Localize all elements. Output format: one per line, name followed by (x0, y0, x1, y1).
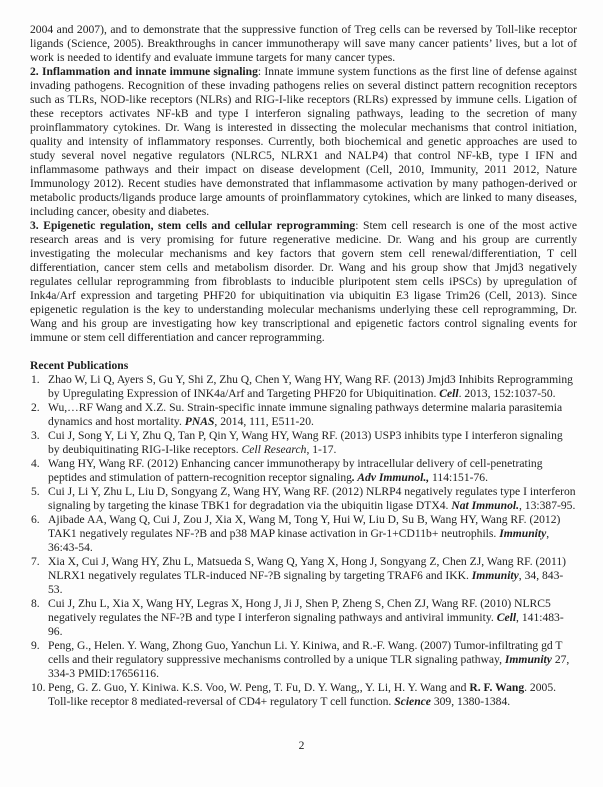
publication-number: 1. (31, 373, 40, 386)
text-run: , 36:43-54. (48, 527, 550, 554)
body-paragraph (30, 65, 577, 219)
publication-item (30, 401, 577, 429)
publication-item (30, 429, 577, 457)
publication-item (30, 555, 577, 597)
text-run: Xia X, Cui J, Wang HY, Zhu L, Matsueda S, Wang Q, Yang X, Hong J, Songyang Z, Chen ZJ, Wang RF. (2011) NLRX1 negatively regulates TLR-induced NF-?B signaling by targeting TRAF6 and IKK. (48, 555, 566, 582)
text-run: , 141:483-96. (48, 611, 564, 638)
text-run: Immunity (499, 527, 547, 540)
text-run: 114:151-76. (429, 471, 488, 484)
text-run: Immunity (471, 569, 519, 582)
publication-number: 3. (31, 429, 40, 442)
text-run: Wang HY, Wang RF. (2012) Enhancing cancer immunotherapy by intracellular delivery of cell-penetrating peptides and stimulation of pattern-recognition receptor signaling (48, 457, 543, 484)
publications-list (30, 373, 577, 709)
text-run: Cui J, Song Y, Li Y, Zhu Q, Tan P, Qin Y, Wang HY, Wang RF. (2013) USP3 inhibits type I interferon signaling by deubiquitinating RIG-I-like receptors. (48, 429, 563, 456)
text-run: : Innate immune system functions as the first line of defense against invading pathogens. Recognition of these invading pathogens relies on several distinct pattern recognition receptors such as TLRs, NOD-like receptors (NLRs) and RIG-I-like receptors (RLRs) expressed by immune cells. Ligation of these receptors activates NF-kB and type I interferon signaling pathways, leading to the secretion of many proinflammatory cytokines. Dr. Wang is interested in dissecting the molecular mechanisms that control initiation, quality and intensity of inflammatory responses. Currently, both biochemical and genetic approaches are used to study several novel negative regulators (NLRC5, NLRX1 and NALP4) that control NF-kB, type I IFN and inflammasome pathways and their impact on disease development (Cell, 2010, Immunity, 2011 2012, Nature Immunology 2012). Recent studies have demonstrated that inflammasome activation by many pathogen-derived or metabolic products/ligands produce large amounts of proinflammatory cytokines, which are linked to many diseases, including cancer, obesity and diabetes. (30, 65, 577, 218)
text-run: Wu,…RF Wang and X.Z. Su. Strain-specific innate immune signaling pathways determine malaria parasitemia dynamics and host mortality. (48, 401, 563, 428)
text-run: 3. Epigenetic regulation, stem cells and cellular reprogramming (30, 219, 356, 232)
publication-text (48, 639, 569, 680)
text-run: . 2013, 152:1037-50. (458, 387, 556, 400)
text-run: 27, 334-3 PMID:17656116. (48, 653, 570, 680)
publication-text (48, 485, 576, 512)
text-run: Nat Immunol. (451, 499, 519, 512)
text-run: 2004 and 2007), and to demonstrate that the suppressive function of Treg cells can be reversed by Toll-like receptor ligands (Science, 2005). Breakthroughs in cancer immunotherapy will save many cancer patients’ lives, but a lot of work is needed to identify and evaluate immune targets for many cancer types. (30, 23, 577, 64)
text-run: . 2005. Toll-like receptor 8 mediated-reversal of CD4+ regulatory T cell function. (48, 681, 557, 708)
publication-text (48, 513, 560, 554)
text-run: , 13:387-95. (519, 499, 576, 512)
publication-text (48, 681, 556, 708)
page-number: 2 (298, 739, 305, 752)
publication-item (30, 457, 577, 485)
publication-text (48, 373, 573, 400)
text-run: Cui J, Li Y, Zhu L, Liu D, Songyang Z, Wang HY, Wang RF. (2012) NLRP4 negatively regulates type I interferon signaling by targeting the kinase TBK1 for degradation via the ubiquitin ligase DTX4. (48, 485, 576, 512)
text-run: , 2014, 111, E511-20. (214, 415, 314, 428)
publication-number: 8. (31, 597, 40, 610)
publication-text (48, 597, 564, 638)
publication-item (30, 639, 577, 681)
text-run: , 34, 843-53. (48, 569, 564, 596)
text-run: Cell (496, 611, 517, 624)
document-body (30, 23, 577, 709)
text-run: Cui J, Zhu L, Xia X, Wang HY, Legras X, Hong J, Ji J, Shen P, Zheng S, Chen ZJ, Wang RF. (2010) NLRC5 negatively regulates the NF-?B and type I interferon signaling pathways and antiviral immunity. (48, 597, 551, 624)
publication-item (30, 513, 577, 555)
text-run: . Adv Immunol., (351, 471, 430, 484)
text-run: Zhao W, Li Q, Ayers S, Gu Y, Shi Z, Zhu Q, Chen Y, Wang HY, Wang RF. (2013) Jmjd3 Inhibits Reprogramming by Upregulating Expression of INK4a/Arf and Targeting PHF20 for Ubiquitination. (48, 373, 573, 400)
text-run: Cell (439, 387, 459, 400)
publication-number: 6. (31, 513, 40, 526)
text-run: PNAS (184, 415, 215, 428)
text-run: Science (394, 695, 431, 708)
publication-number: 4. (31, 457, 40, 470)
publication-text (48, 457, 543, 484)
text-run: Peng, G., Helen. Y. Wang, Zhong Guo, Yanchun Li. Y. Kiniwa, and R.-F. Wang. (2007) Tumor-infiltrating gd T cells and their regulatory suppressive mechanisms controlled by a unique TLR signaling pathway, (48, 639, 563, 666)
publication-number: 2. (31, 401, 40, 414)
text-run: 309, 1380-1384. (430, 695, 511, 708)
text-run: Ajibade AA, Wang Q, Cui J, Zou J, Xia X, Wang M, Tong Y, Hui W, Liu D, Su B, Wang HY, Wang RF. (2012) TAK1 negatively regulates NF-?B and p38 MAP kinase activation in Gr-1+CD11b+ neutrophils. (48, 513, 561, 540)
publications-heading: Recent Publications (30, 359, 129, 372)
publication-item (30, 597, 577, 639)
body-paragraph (30, 219, 577, 345)
publication-number: 7. (31, 555, 40, 568)
text-run: : Stem cell research is one of the most active research areas and is very promising for future regenerative medicine. Dr. Wang and his group are currently investigating the molecular mechanisms and key factors that govern stem cell renewal/differentiation, T cell differentiation, cancer stem cells and metabolism disorder. Dr. Wang and his group show that Jmjd3 negatively regulates cellular reprogramming from fibroblasts to inducible pluripotent stem cells iPSCs) by upregulation of Ink4a/Arf expression and targeting PHF20 for ubiquitination via ubiquitin E3 ligase Trim26 (Cell, 2013). Since epigenetic regulation is the key to understanding molecular mechanisms underlying these cell reprogramming, Dr. Wang and his group are investigating how key transcriptional and epigenetic factors control signaling events for immune or stem cell differentiation and cancer reprogramming. (30, 219, 577, 344)
publication-number: 5. (31, 485, 40, 498)
paragraphs-section (30, 23, 577, 345)
publication-item (30, 485, 577, 513)
publication-text (48, 555, 566, 596)
text-run: R. F. Wang (469, 681, 525, 694)
text-run: Immunity (504, 653, 552, 666)
text-run: Cell Research (241, 443, 307, 456)
publication-number: 10. (31, 681, 46, 694)
text-run: 2. Inflammation and innate immune signaling (30, 65, 258, 78)
body-paragraph (30, 23, 577, 65)
text-run: Peng, G. Z. Guo, Y. Kiniwa. K.S. Voo, W. Peng, T. Fu, D. Y. Wang,, Y. Li, H. Y. Wang and (48, 681, 470, 694)
publication-item (30, 373, 577, 401)
publication-text (48, 429, 563, 456)
publication-text (48, 401, 562, 428)
text-run: , 1-17. (306, 443, 337, 456)
publication-item (30, 681, 577, 709)
publication-number: 9. (31, 639, 40, 652)
